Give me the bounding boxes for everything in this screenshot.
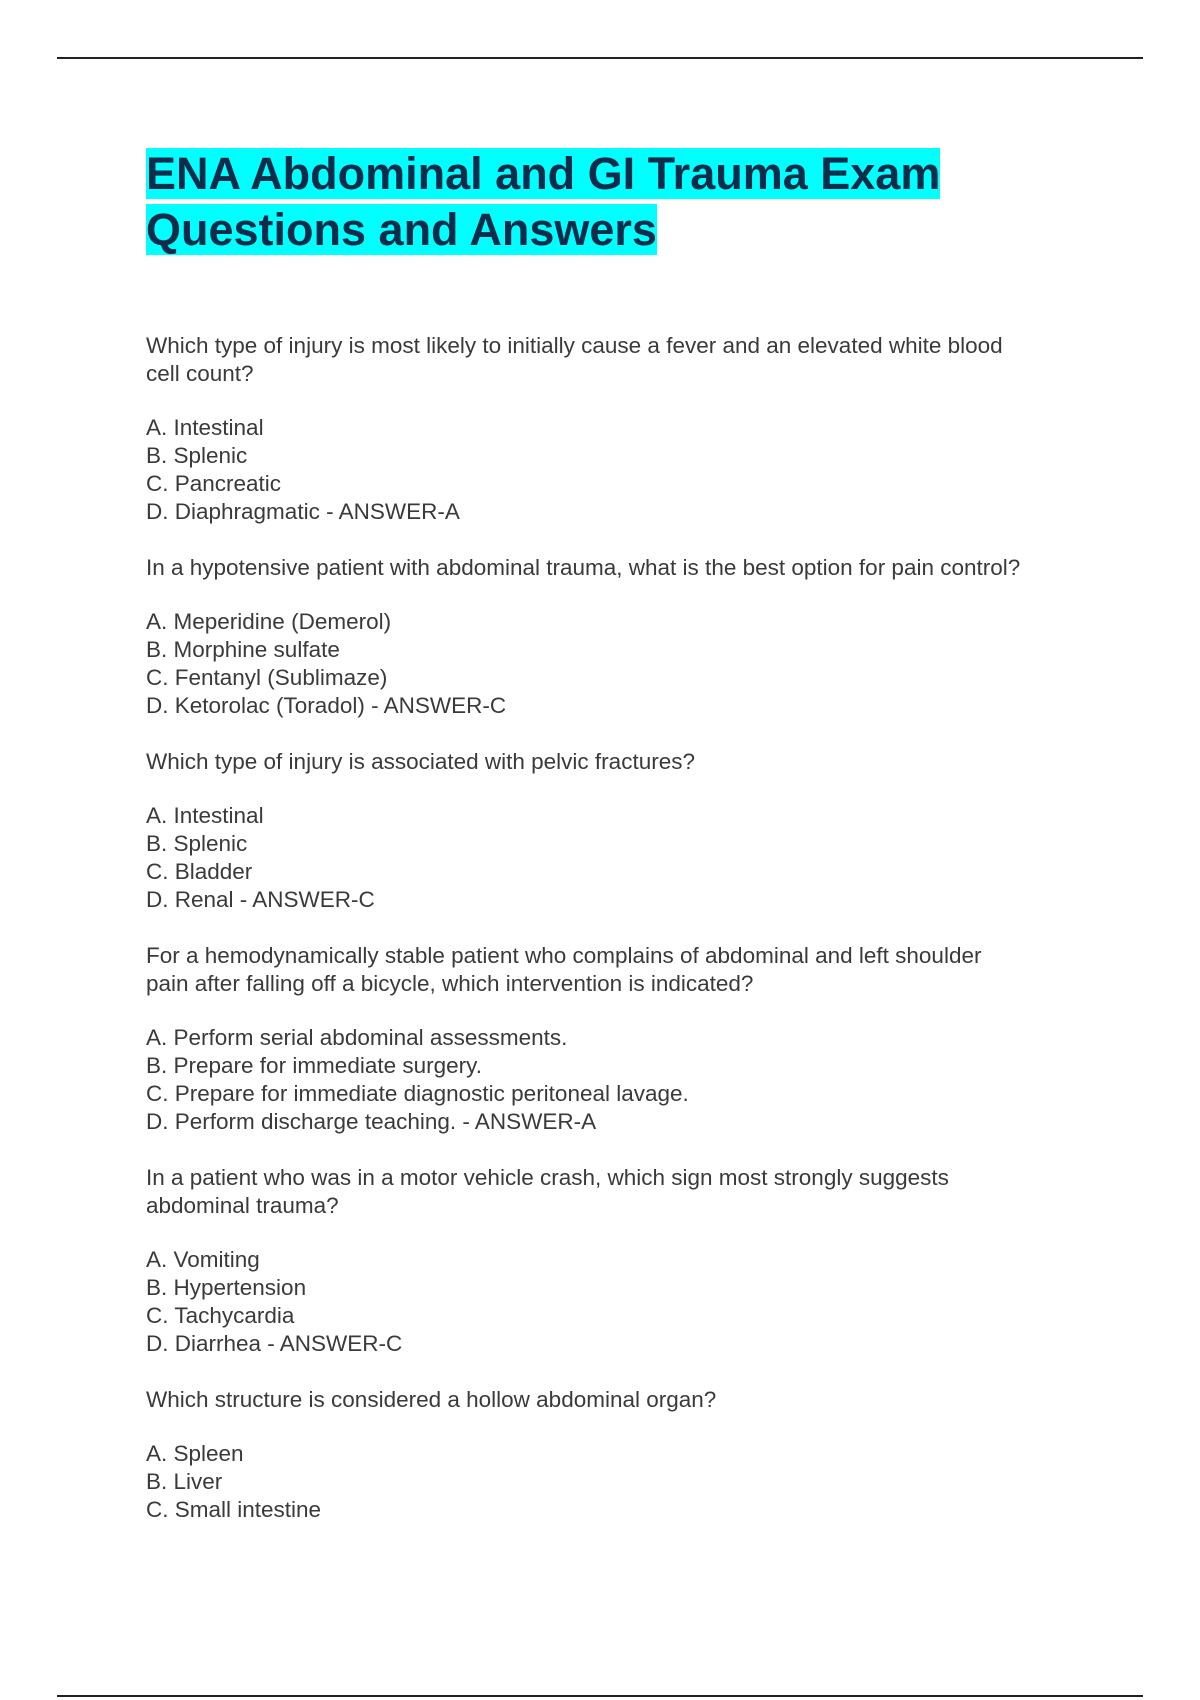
document-body: [146, 146, 1076, 1552]
answer-option: D. Diaphragmatic - ANSWER-A: [146, 499, 460, 524]
answer-option: B. Hypertension: [146, 1275, 307, 1300]
question-block: [146, 554, 1076, 720]
answer-option: C. Bladder: [146, 859, 253, 884]
answer-option: B. Liver: [146, 1469, 223, 1494]
answer-option: A. Intestinal: [146, 415, 264, 440]
answer-option: D. Diarrhea - ANSWER-C: [146, 1331, 403, 1356]
document-title-text: ENA Abdominal and GI Trauma Exam Questions and Answers: [146, 148, 941, 255]
answer-option: C. Tachycardia: [146, 1303, 295, 1328]
answer-option: C. Prepare for immediate diagnostic peritoneal lavage.: [146, 1081, 689, 1106]
answer-option: B. Splenic: [146, 443, 248, 468]
answer-option: D. Renal - ANSWER-C: [146, 887, 375, 912]
question-block: [146, 1164, 1076, 1358]
question-text: For a hemodynamically stable patient who complains of abdominal and left shoulder pain after falling off a bicycle, which intervention is indicated?: [146, 943, 982, 996]
answer-options: [146, 802, 1076, 914]
answer-options: [146, 608, 1076, 720]
header-rule: [57, 57, 1143, 59]
answer-option: A. Vomiting: [146, 1247, 260, 1272]
answer-option: C. Fentanyl (Sublimaze): [146, 665, 388, 690]
answer-option: C. Pancreatic: [146, 471, 282, 496]
answer-option: A. Intestinal: [146, 803, 264, 828]
answer-option: A. Spleen: [146, 1441, 244, 1466]
answer-option: A. Meperidine (Demerol): [146, 609, 392, 634]
answer-options: [146, 1246, 1076, 1358]
answer-option: D. Ketorolac (Toradol) - ANSWER-C: [146, 693, 507, 718]
question-text: Which structure is considered a hollow abdominal organ?: [146, 1387, 717, 1412]
question-list: [146, 332, 1076, 1524]
question-block: [146, 1386, 1076, 1524]
answer-option: B. Prepare for immediate surgery.: [146, 1053, 482, 1078]
answer-option: B. Morphine sulfate: [146, 637, 340, 662]
answer-option: C. Small intestine: [146, 1497, 322, 1522]
answer-option: D. Perform discharge teaching. - ANSWER-A: [146, 1109, 597, 1134]
answer-options: [146, 1024, 1076, 1136]
answer-option: A. Perform serial abdominal assessments.: [146, 1025, 568, 1050]
question-block: [146, 332, 1076, 526]
question-block: [146, 748, 1076, 914]
footer-rule: [57, 1695, 1143, 1697]
answer-options: [146, 414, 1076, 526]
question-block: [146, 942, 1076, 1136]
question-text: In a patient who was in a motor vehicle crash, which sign most strongly suggests abdominal trauma?: [146, 1165, 949, 1218]
question-text: Which type of injury is associated with pelvic fractures?: [146, 749, 695, 774]
answer-option: B. Splenic: [146, 831, 248, 856]
document-title: [146, 146, 1026, 258]
question-text: In a hypotensive patient with abdominal trauma, what is the best option for pain control?: [146, 555, 1021, 580]
question-text: Which type of injury is most likely to initially cause a fever and an elevated white blood cell count?: [146, 333, 1003, 386]
answer-options: [146, 1440, 1076, 1524]
